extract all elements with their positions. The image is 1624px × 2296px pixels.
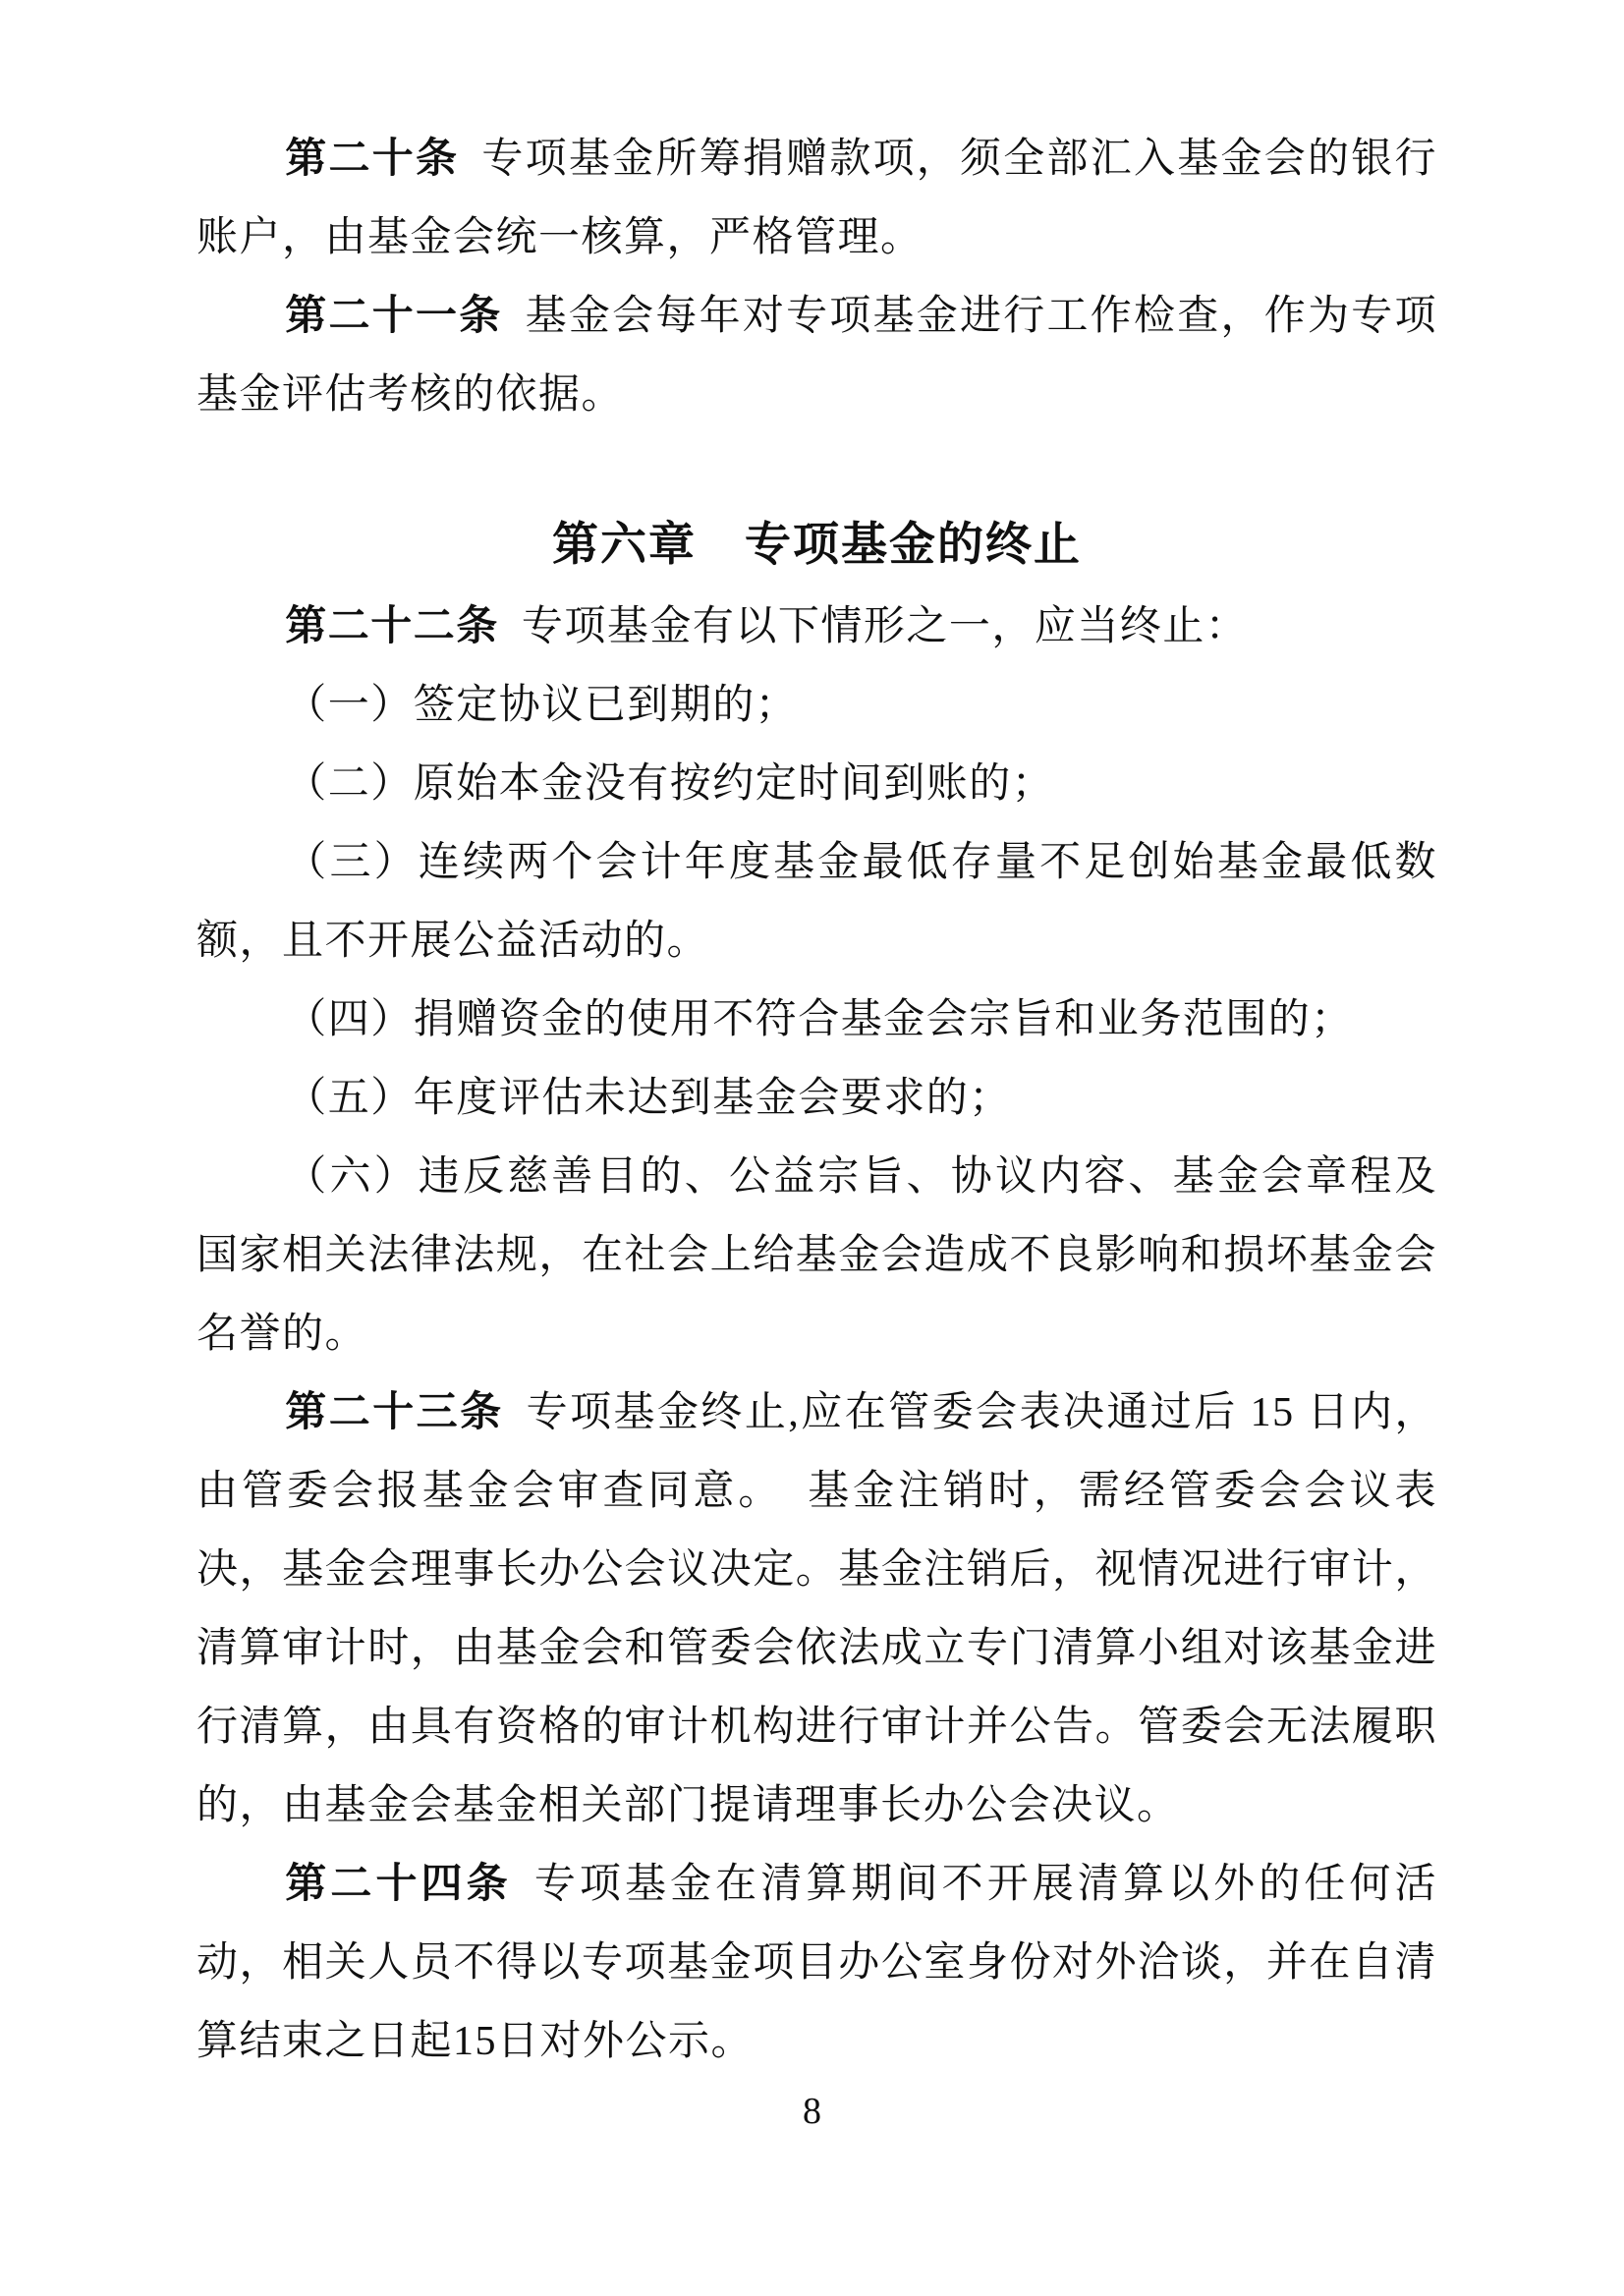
article-number: 第二十条 bbox=[285, 137, 460, 182]
list-item: （四）捐赠资金的使用不符合基金会宗旨和业务范围的； bbox=[285, 997, 1354, 1042]
article-text: 专项基金有以下情形之一，应当终止： bbox=[521, 604, 1249, 649]
article-text: 基金会每年对专项基金进行工作检查，作为专项基金评估考核的依据。 bbox=[196, 294, 1437, 418]
list-item: （六）违反慈善目的、公益宗旨、协议内容、基金会章程及国家相关法律法规，在社会上给基金会造成不良影响和损坏基金会名誉的。 bbox=[196, 1154, 1437, 1357]
article-paragraph bbox=[196, 120, 1437, 277]
page-number: 8 bbox=[803, 2091, 821, 2132]
article-number: 第二十一条 bbox=[285, 294, 503, 339]
article-number: 第二十三条 bbox=[285, 1390, 504, 1435]
article-number: 第二十四条 bbox=[285, 1862, 512, 1907]
list-item: （一）签定协议已到期的； bbox=[285, 683, 799, 728]
article-text: 专项基金终止,应在管委会表决通过后 15 日内，由管委会报基金会审查同意。 基金注销时，需经管委会会议表决，基金会理事长办公会议决定。基金注销后，视情况进行审计，清算审计时，由基金会和管委会依法成立专门清算小组对该基金进行清算，由具有资格的审计机构进行审计并公告。管委会无法履职的，由基金会基金相关部门提请理事长办公会决议。 bbox=[196, 1390, 1437, 1828]
article-text: 专项基金在清算期间不开展清算以外的任何活动，相关人员不得以专项基金项目办公室身份对外洽谈，并在自清算结束之日起15日对外公示。 bbox=[196, 1862, 1437, 2064]
list-item: （五）年度评估未达到基金会要求的； bbox=[285, 1076, 1012, 1121]
article-paragraph bbox=[196, 277, 1437, 434]
article-paragraph bbox=[196, 1845, 1437, 2081]
list-item: （二）原始本金没有按约定时间到账的； bbox=[285, 761, 1055, 807]
article-paragraph bbox=[196, 1373, 1437, 1845]
article-number: 第二十二条 bbox=[285, 604, 499, 649]
article-text: 专项基金所筹捐赠款项，须全部汇入基金会的银行账户，由基金会统一核算，严格管理。 bbox=[196, 137, 1437, 260]
chapter-heading: 第六章 专项基金的终止 bbox=[552, 520, 1082, 571]
article-paragraph bbox=[196, 588, 1437, 666]
list-item: （三）连续两个会计年度基金最低存量不足创始基金最低数额，且不开展公益活动的。 bbox=[196, 840, 1437, 964]
